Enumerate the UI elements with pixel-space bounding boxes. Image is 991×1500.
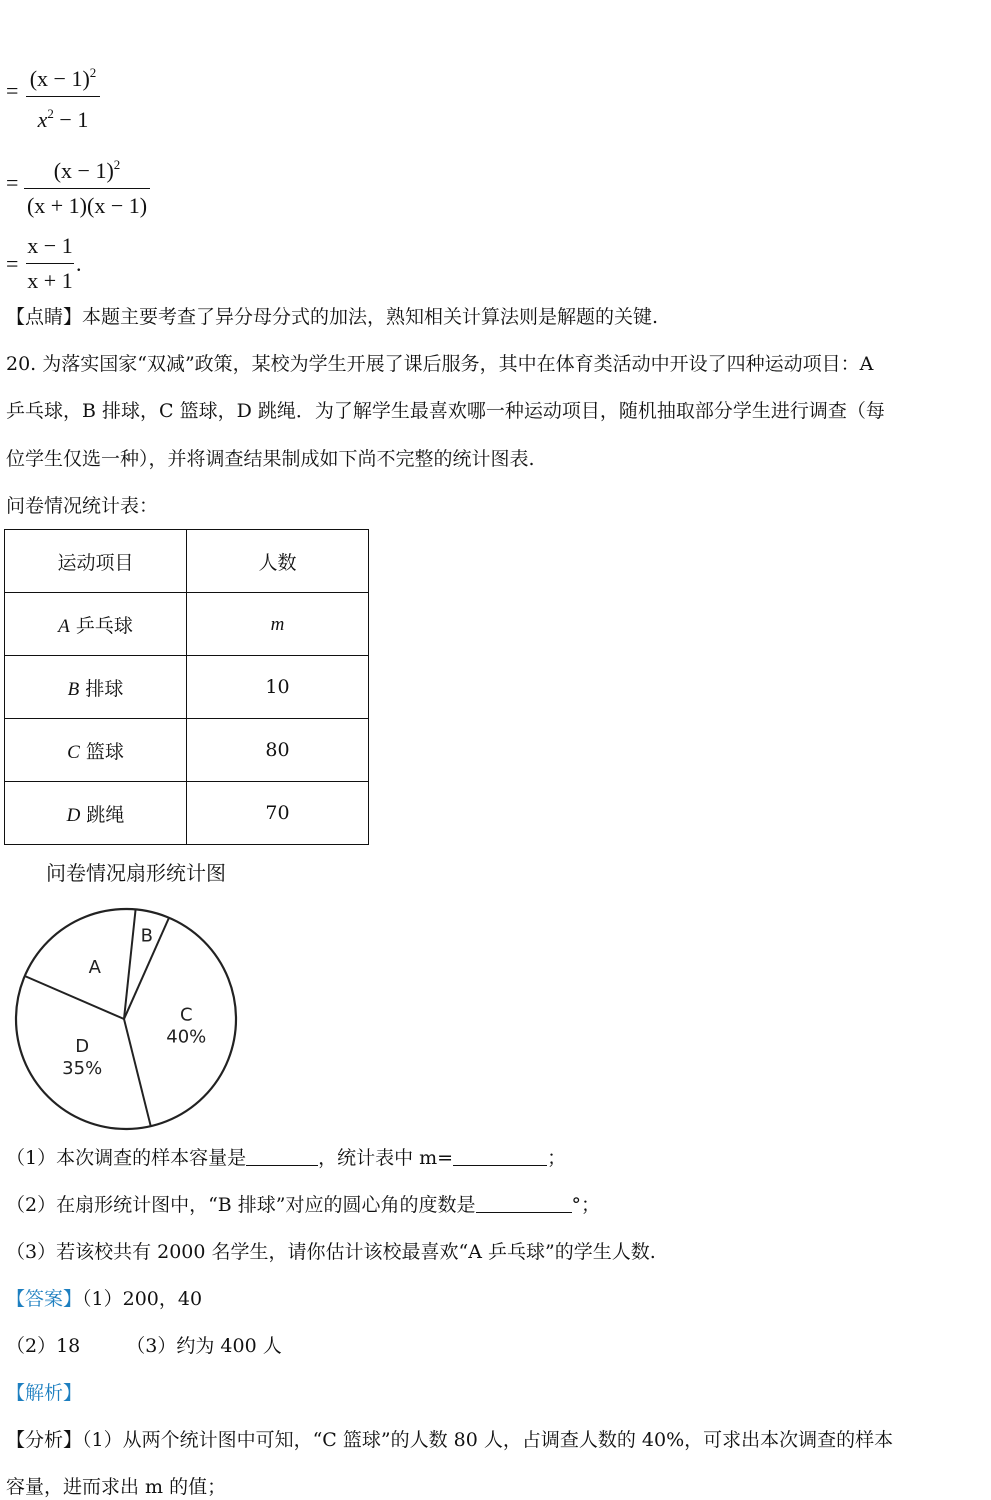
note-text: 【点睛】本题主要考查了异分母分式的加法，熟知相关计算法则是解题的关键. bbox=[6, 306, 659, 328]
table-cell: B 排球 bbox=[5, 656, 187, 719]
pie-slice-percent-label: 35% bbox=[62, 1057, 103, 1079]
table-caption: 问卷情况统计表： bbox=[6, 495, 159, 517]
table-header-cell: 运动项目 bbox=[5, 530, 187, 593]
table-cell: A 乒乓球 bbox=[5, 593, 187, 656]
table-cell: D 跳绳 bbox=[5, 782, 187, 845]
fraction-3 bbox=[26, 231, 74, 296]
sub-question-1: （1）本次调查的样本容量是 ，统计表中 m= ； bbox=[6, 1147, 567, 1169]
table-header-row bbox=[5, 530, 369, 593]
analysis-line-1: 【分析】（1）从两个统计图中可知，“C 篮球”的人数 80 人，占调查人数的 40%，可求出本次调查的样本 bbox=[6, 1429, 894, 1451]
fraction-1 bbox=[26, 58, 100, 135]
analysis-line-2: 容量，进而求出 m 的值； bbox=[6, 1476, 227, 1498]
table-row bbox=[5, 719, 369, 782]
pie-slice-percent-label: 40% bbox=[166, 1026, 207, 1048]
fraction-3-numerator: x − 1 bbox=[27, 233, 73, 258]
equals-sign: = bbox=[6, 170, 19, 195]
answer-line-2: （2）18 （3）约为 400 人 bbox=[6, 1335, 282, 1357]
question-line-2: 乒乓球，B 排球，C 篮球，D 跳绳．为了解学生最喜欢哪一种运动项目，随机抽取部分学生进行调查（每 bbox=[6, 400, 885, 422]
pie-chart bbox=[10, 903, 242, 1135]
fraction-2 bbox=[24, 150, 150, 221]
fraction-2-denominator: (x + 1)(x − 1) bbox=[26, 193, 148, 218]
sub-question-2: （2）在扇形统计图中，“B 排球”对应的圆心角的度数是 °； bbox=[6, 1194, 601, 1216]
table-row bbox=[5, 656, 369, 719]
pie-slice-label: C bbox=[179, 1004, 193, 1026]
fraction-3-denominator: x + 1 bbox=[27, 268, 73, 293]
analysis-tag: 【解析】 bbox=[6, 1382, 83, 1404]
table-cell: 80 bbox=[187, 719, 369, 782]
fraction-2-numerator: $(x - 1)^2$ bbox=[53, 157, 121, 183]
question-line-1: 20. 为落实国家“双减”政策，某校为学生开展了课后服务，其中在体育类活动中开设了四种运动项目：A bbox=[6, 353, 874, 375]
period: . bbox=[76, 251, 82, 276]
pie-slice-label: A bbox=[88, 957, 102, 979]
answer-tag: 【答案】 bbox=[6, 1288, 83, 1310]
fraction-1-numerator: $(x - 1)^2$ bbox=[29, 65, 97, 91]
table-row bbox=[5, 593, 369, 656]
table-cell: 10 bbox=[187, 656, 369, 719]
table-row bbox=[5, 782, 369, 845]
pie-slice-label: D bbox=[75, 1035, 90, 1057]
equals-sign: = bbox=[6, 78, 19, 103]
table-cell: 70 bbox=[187, 782, 369, 845]
table-cell: C 篮球 bbox=[5, 719, 187, 782]
equals-sign: = bbox=[6, 251, 19, 276]
answer-line-1: 【答案】（1）200，40 bbox=[6, 1288, 203, 1310]
pie-slice-label: B bbox=[140, 925, 153, 947]
table-cell: m bbox=[187, 593, 369, 656]
chart-title: 问卷情况扇形统计图 bbox=[46, 861, 226, 885]
pie-outline bbox=[16, 909, 236, 1129]
fraction-1-denominator: $x^2 - 1$ bbox=[37, 106, 89, 132]
sub-question-3: （3）若该校共有 2000 名学生，请你估计该校最喜欢“A 乒乓球”的学生人数. bbox=[6, 1241, 656, 1263]
table-header-cell: 人数 bbox=[187, 530, 369, 593]
stats-table bbox=[4, 529, 369, 845]
question-line-3: 位学生仅选一种），并将调查结果制成如下尚不完整的统计图表. bbox=[6, 448, 535, 470]
